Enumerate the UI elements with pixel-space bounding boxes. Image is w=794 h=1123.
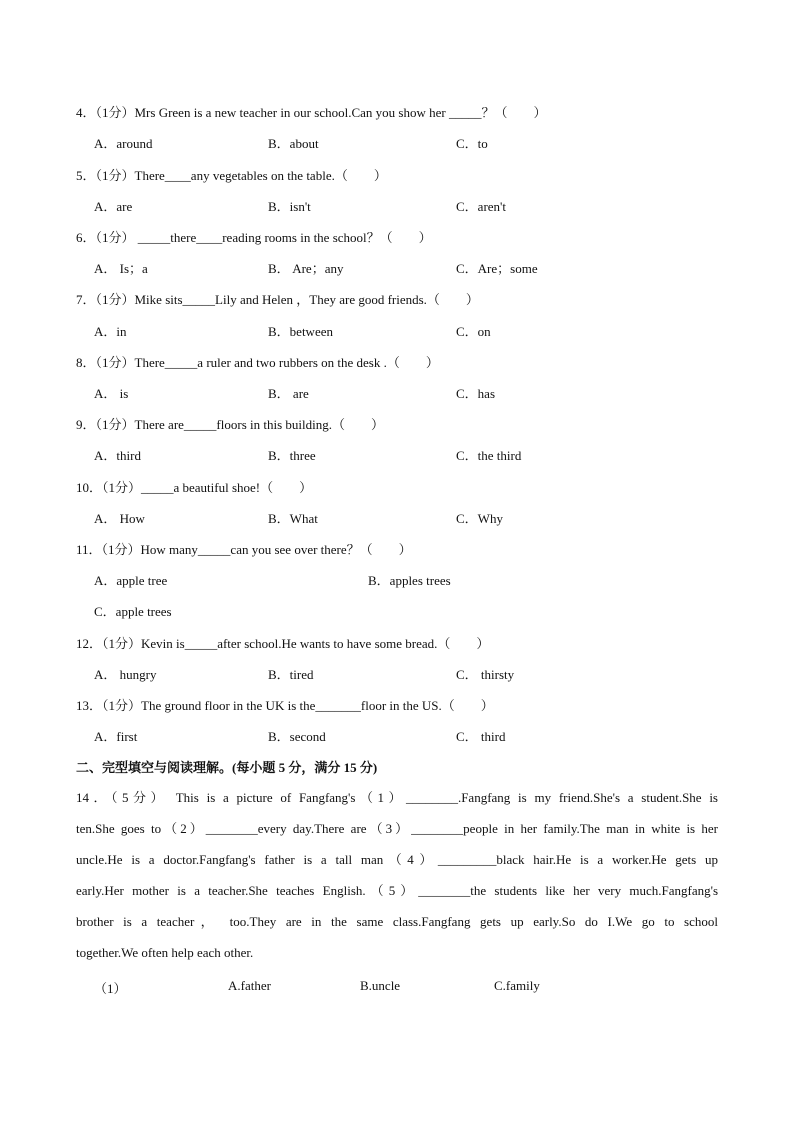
- blank-1-option-b: B.uncle: [360, 978, 401, 993]
- question-7-option-a: A．in: [94, 324, 127, 339]
- passage-line: brother is a teacher， too.They are in the same class.Fangfang gets up early.So do I.We go to school: [76, 914, 718, 929]
- question-7-stem: 7．（1分）Mike sits_____Lily and Helen ，They are good friends.（ ）: [76, 292, 479, 307]
- question-9-stem: 9．（1分）There are_____floors in this building.（ ）: [76, 417, 384, 432]
- passage-line: uncle.He is a doctor.Fangfang's father is a tall man（4）_________black hair.He is a worker.He gets up: [76, 852, 718, 867]
- question-9-option-b: B．three: [268, 448, 316, 463]
- question-9-option-c: C．the third: [456, 448, 522, 463]
- blank-1-option-c: C.family: [494, 978, 540, 993]
- question-12-stem: 12．（1分）Kevin is_____after school.He wants to have some bread.（ ）: [76, 636, 490, 651]
- question-7-option-c: C．on: [456, 324, 491, 339]
- question-4-option-c: C．to: [456, 136, 488, 151]
- question-6-stem: 6．（1分） _____there____reading rooms in the school？（ ）: [76, 230, 432, 245]
- question-5-option-a: A．are: [94, 199, 133, 214]
- question-10-option-c: C．Why: [456, 511, 503, 526]
- question-12-option-b: B．tired: [268, 667, 314, 682]
- question-7-option-b: B．between: [268, 324, 333, 339]
- question-10-option-a: A． How: [94, 511, 145, 526]
- question-11-option-a: A．apple tree: [94, 573, 168, 588]
- question-4-stem: 4．（1分）Mrs Green is a new teacher in our school.Can you show her _____？（ ）: [76, 105, 547, 120]
- question-11-stem: 11．（1分）How many_____can you see over there？（ ）: [76, 542, 412, 557]
- passage-line: ten.She goes to（2）________every day.There are（3）________people in her family.The man in white is her: [76, 821, 718, 836]
- question-11-option-b: B．apples trees: [368, 573, 451, 588]
- question-4-option-a: A．around: [94, 136, 153, 151]
- passage-line: together.We often help each other.: [76, 945, 254, 960]
- section-2-title: 二、完型填空与阅读理解。(每小题 5 分，满分 15 分): [76, 760, 378, 775]
- question-10-option-b: B．What: [268, 511, 318, 526]
- question-10-stem: 10．（1分）_____a beautiful shoe!（ ）: [76, 480, 313, 495]
- question-8-option-a: A． is: [94, 386, 129, 401]
- question-9-option-a: A．third: [94, 448, 141, 463]
- question-12-option-c: C． thirsty: [456, 667, 515, 682]
- blank-1-option-a: A.father: [228, 978, 271, 993]
- question-14-passage: [76, 782, 718, 968]
- question-5-option-b: B．isn't: [268, 199, 311, 214]
- question-6-option-a: A． Is；a: [94, 261, 148, 276]
- blank-1-label: （1）: [94, 981, 127, 996]
- question-8-option-c: C．has: [456, 386, 496, 401]
- question-6-option-b: B． Are；any: [268, 261, 344, 276]
- question-8-stem: 8．（1分）There_____a ruler and two rubbers on the desk .（ ）: [76, 355, 439, 370]
- question-4-option-b: B．about: [268, 136, 319, 151]
- question-8-option-b: B． are: [268, 386, 309, 401]
- passage-line: 14．（5分） This is a picture of Fangfang's（1）________.Fangfang is my friend.She's a student.She is: [76, 790, 718, 805]
- passage-line: early.Her mother is a teacher.She teaches English.（5）________the students like her very much.Fangfang's: [76, 883, 718, 898]
- question-5-option-c: C．aren't: [456, 199, 506, 214]
- question-13-option-a: A．first: [94, 729, 138, 744]
- question-6-option-c: C．Are；some: [456, 261, 538, 276]
- question-5-stem: 5．（1分）There____any vegetables on the table.（ ）: [76, 168, 387, 183]
- question-13-stem: 13．（1分）The ground floor in the UK is the_______floor in the US.（ ）: [76, 698, 494, 713]
- question-13-option-b: B．second: [268, 729, 326, 744]
- question-12-option-a: A． hungry: [94, 667, 157, 682]
- question-11-option-c: C．apple trees: [94, 604, 172, 619]
- question-13-option-c: C． third: [456, 729, 506, 744]
